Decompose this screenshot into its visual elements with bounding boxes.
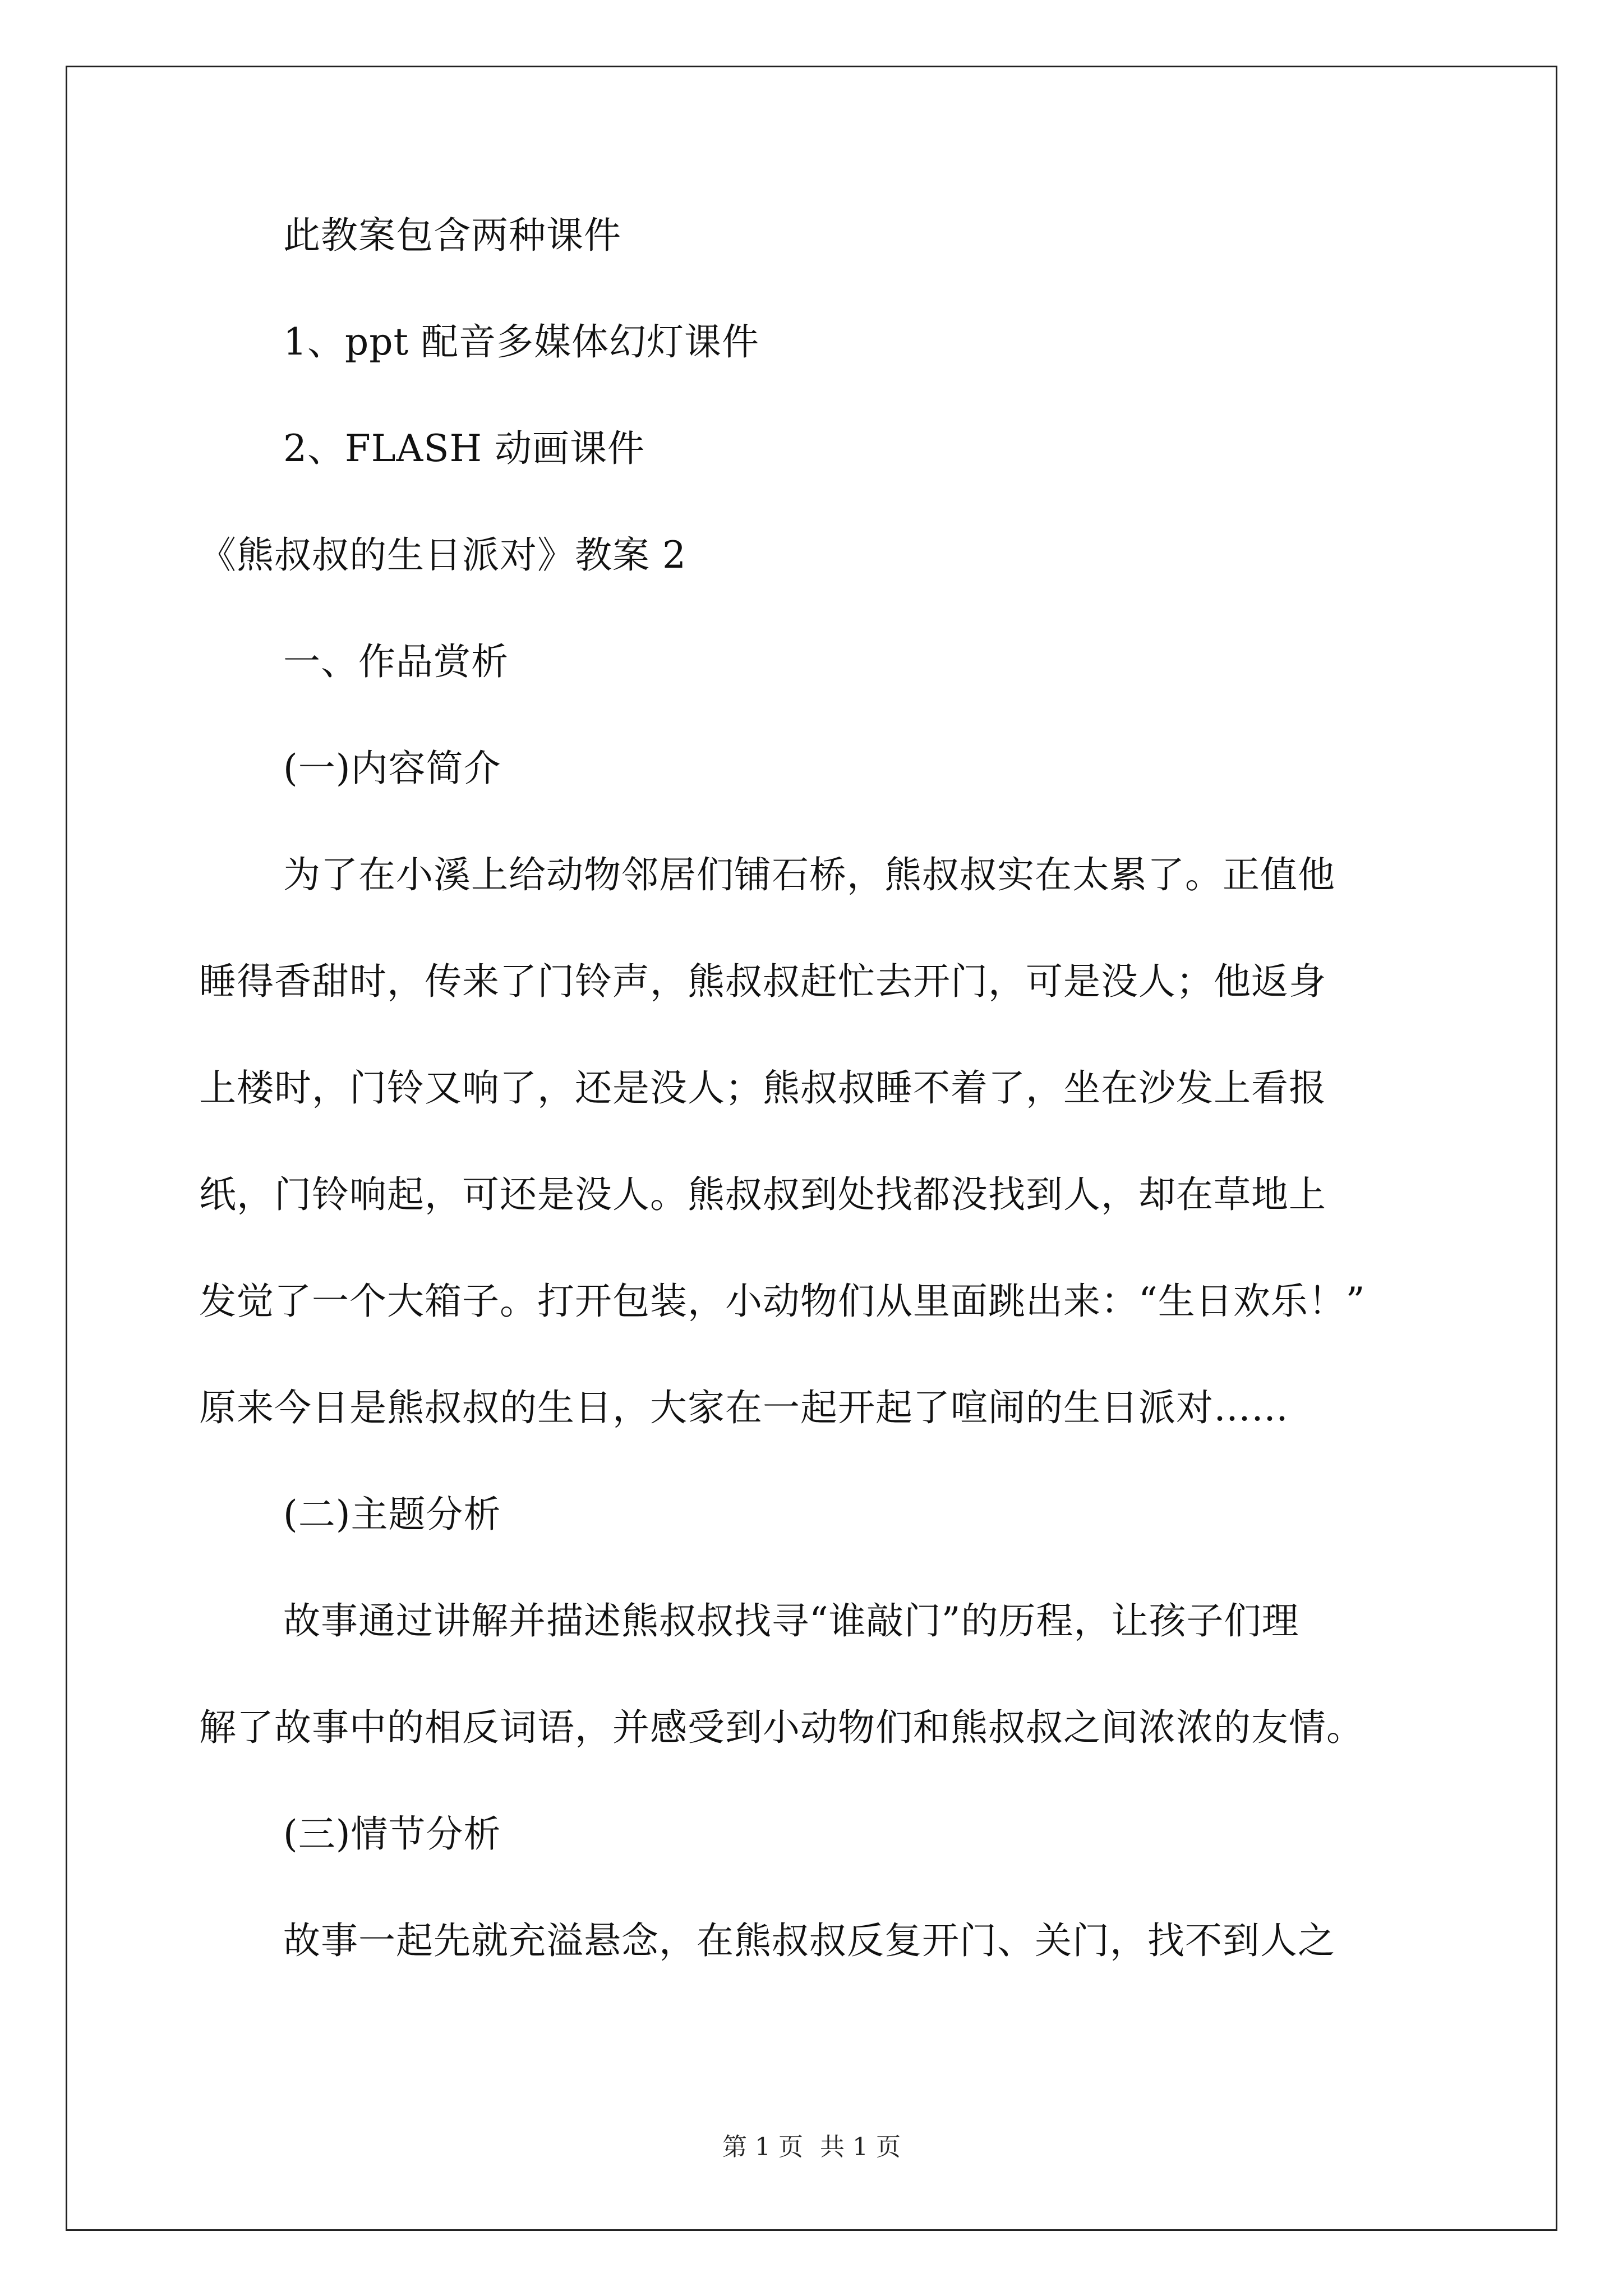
paragraph-line: 为了在小溪上给动物邻居们铺石桥，熊叔叔实在太累了。正值他 (283, 853, 1335, 896)
page-total: 共 1 页 (820, 2133, 901, 2161)
paragraph-line: 睡得香甜时，传来了门铃声，熊叔叔赶忙去开门，可是没人；他返身 (199, 960, 1326, 1003)
page-number: 第 1 页 (722, 2133, 803, 2161)
courseware-item-2: 2、FLASH 动画课件 (283, 427, 645, 470)
heading-analysis: 一、作品赏析 (283, 640, 509, 683)
paragraph-line: 解了故事中的相反词语，并感受到小动物们和熊叔叔之间浓浓的友情。 (199, 1706, 1364, 1749)
subheading-plot: (三)情节分析 (283, 1812, 501, 1856)
paragraph-line: 故事通过讲解并描述熊叔叔找寻“谁敲门”的历程，让孩子们理 (283, 1599, 1299, 1642)
intro-line: 此教案包含两种课件 (283, 214, 621, 257)
paragraph-line: 发觉了一个大箱子。打开包装，小动物们从里面跳出来：“生日欢乐！” (199, 1280, 1366, 1323)
courseware-item-1: 1、ppt 配音多媒体幻灯课件 (283, 320, 759, 364)
section-title: 《熊叔叔的生日派对》教案 2 (199, 533, 686, 577)
paragraph-line: 纸，门铃响起，可还是没人。熊叔叔到处找都没找到人，却在草地上 (199, 1173, 1326, 1216)
paragraph-line: 故事一起先就充溢悬念，在熊叔叔反复开门、关门，找不到人之 (283, 1919, 1335, 1962)
paragraph-line: 原来今日是熊叔叔的生日，大家在一起开起了喧闹的生日派对…… (199, 1386, 1289, 1429)
paragraph-line: 上楼时，门铃又响了，还是没人；熊叔叔睡不着了，坐在沙发上看报 (199, 1066, 1326, 1110)
subheading-theme: (二)主题分析 (283, 1493, 501, 1536)
page-border (66, 66, 1557, 2231)
page-footer (0, 2132, 1623, 2163)
subheading-content: (一)内容简介 (283, 747, 501, 790)
